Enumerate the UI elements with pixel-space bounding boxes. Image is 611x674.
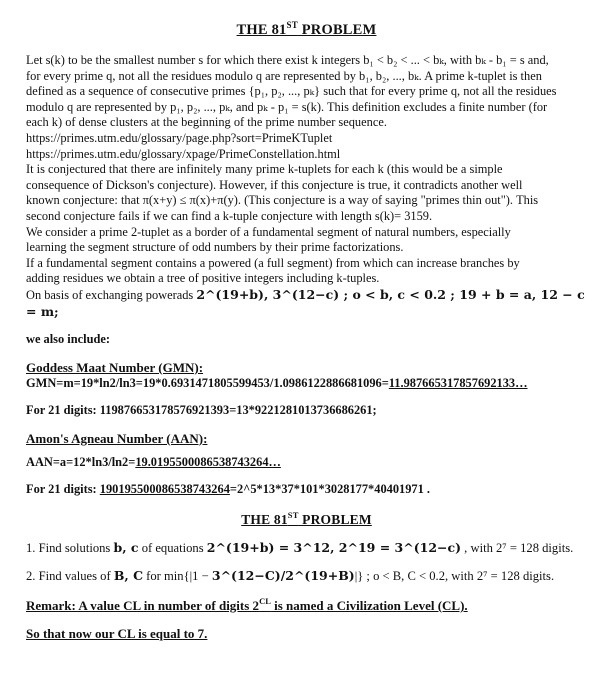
title-main: THE 81: [236, 22, 287, 38]
aan-formula-prefix: AAN=a=12*ln3/ln2=: [26, 454, 136, 469]
remark: [26, 596, 587, 614]
problem-title-sup: ST: [287, 510, 299, 521]
intro-line: defined as a sequence of consecutive primes {p₁, p₂, ..., pₖ} such that for every prime q, not all the residues: [26, 84, 557, 99]
basis-expression: 2^(19+b), 3^(12−c) ; o < b, c < 0.2 ; 19 + b = a, 12 − c = m;: [26, 286, 585, 319]
problem-mid: for min{|1 −: [143, 569, 212, 584]
problem-title-rest: PROBLEM: [298, 512, 372, 528]
closing-statement: So that now our CL is equal to 7.: [26, 626, 208, 642]
aan-formula-value: 19.0195500086538743264…: [135, 454, 281, 469]
remark-sup: CL: [259, 596, 271, 607]
conjecture-line: consequence of Dickson's conjecture). However, if this conjecture is true, it contradicts another well: [26, 177, 523, 192]
reference-link[interactable]: https://primes.utm.edu/glossary/xpage/PrimeConstellation.html: [26, 146, 341, 161]
conjecture-line: If a fundamental segment contains a powered (a full segment) from which can increase branches by: [26, 255, 520, 270]
aan-digits: [26, 482, 587, 498]
gmn-heading: Goddess Maat Number (GMN):: [26, 359, 204, 375]
conjecture-line: adding residues we obtain a tree of positive integers including k-tuples.: [26, 271, 380, 286]
problem-suffix: , with 2⁷ = 128 digits.: [461, 541, 574, 556]
conjecture-line: It is conjectured that there are infinitely many prime k-tuplets for each k (this would be a simple: [26, 162, 503, 177]
basis-prefix: On basis of exchanging powerads: [26, 287, 197, 302]
intro-line: Let s(k) to be the smallest number s for which there exist k integers b₁ < b₂ < ... < bₖ, with bₖ - b₁ = s and,: [26, 53, 549, 67]
problem-title: [26, 510, 587, 528]
problem-vars: b, c: [113, 540, 139, 556]
title-sup: ST: [286, 20, 298, 30]
problem-title-main: THE 81: [241, 512, 288, 528]
intro-paragraph: [26, 53, 587, 320]
problem-prefix: 2. Find values of: [26, 569, 114, 584]
conjecture-line: We consider a prime 2-tuplet as a border of a fundamental segment of natural numbers, especially: [26, 224, 511, 239]
problem-equation: 3^(12−C)/2^(19+B): [211, 568, 355, 584]
intro-line: for every prime q, not all the residues modulo q are represented by b₁, b₂, ..., bₖ. A prime k-tuplet is then: [26, 68, 542, 83]
aan-formula: [26, 455, 587, 471]
aan-digits-value: 190195500086538743264: [99, 482, 230, 497]
problem-equation: 2^(19+b) = 3^12, 2^19 = 3^(12−c): [206, 540, 462, 556]
remark-text: Remark: A value CL in number of digits 2: [26, 598, 260, 614]
gmn-digits: [26, 403, 587, 419]
basis-line: [26, 287, 587, 320]
gmn-digits-value: 119876653178576921393=13*9221281013736686261;: [99, 403, 377, 418]
conjecture-line: known conjecture: that π(x+y) ≤ π(x)+π(y). (This conjecture is a way of saying "primes thin out"). This: [26, 193, 539, 208]
problem-mid: of equations: [138, 541, 207, 556]
aan-digits-factor: =2^5*13*37*101*3028177*40401971 .: [229, 482, 431, 497]
problem-vars: B, C: [113, 568, 144, 584]
problem-suffix: |} ; o < B, C < 0.2, with 2⁷ = 128 digits.: [354, 569, 555, 584]
problem-item: [26, 540, 587, 556]
remark-rest: is named a Civilization Level (CL).: [270, 598, 468, 614]
problem-prefix: 1. Find solutions: [26, 541, 114, 556]
gmn-digits-label: For 21 digits:: [26, 403, 100, 418]
conjecture-line: learning the segment structure of odd numbers by their prime factorizations.: [26, 240, 404, 255]
aan-digits-label: For 21 digits:: [26, 482, 100, 497]
intro-line: modulo q are represented by p₁, p₂, ..., pₖ, and pₖ - p₁ = s(k). This definition excludes a finite number (for: [26, 99, 548, 114]
conjecture-line: second conjecture fails if we can find a k-tuple conjecture with length s(k)= 3159.: [26, 208, 433, 223]
gmn-formula: [26, 376, 587, 392]
gmn-formula-value: 11.987665317857692133…: [388, 375, 528, 390]
gmn-formula-prefix: GMN=m=19*ln2/ln3=19*0.6931471805599453/1.0986122886681096=: [26, 375, 389, 390]
reference-link[interactable]: https://primes.utm.edu/glossary/page.php?sort=PrimeKTuplet: [26, 130, 333, 145]
title-rest: PROBLEM: [297, 22, 377, 38]
problem-item: [26, 568, 587, 584]
page-title: [26, 20, 587, 39]
aan-heading: Amon's Agneau Number (AAN):: [26, 430, 208, 446]
include-label: we also include:: [26, 332, 110, 347]
intro-line: each k) of dense clusters at the beginning of the prime number sequence.: [26, 115, 387, 130]
